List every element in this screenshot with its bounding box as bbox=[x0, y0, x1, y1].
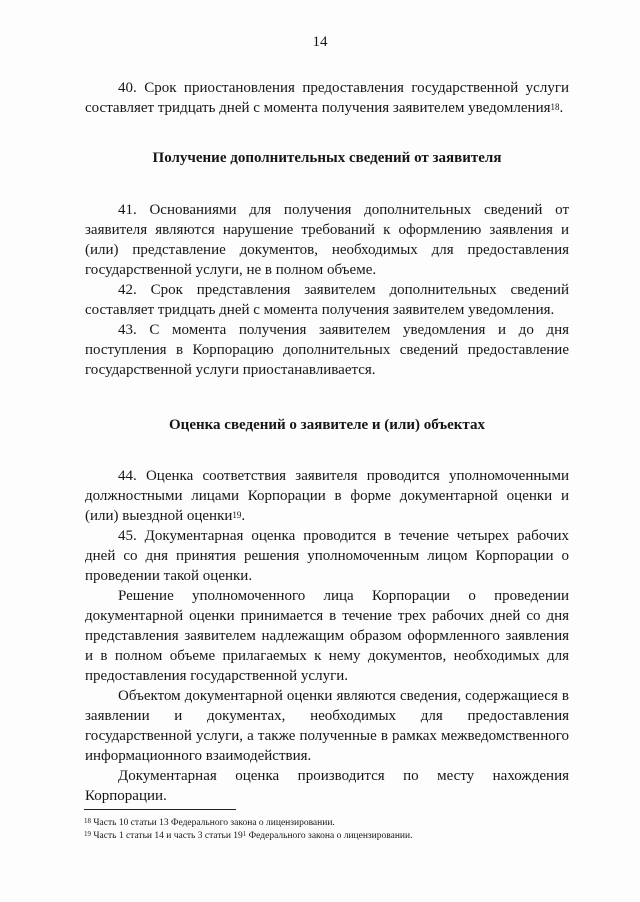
paragraph-40 bbox=[85, 78, 569, 118]
footnote-18 bbox=[84, 817, 564, 830]
paragraph-44-tail: . bbox=[241, 508, 246, 524]
paragraph-decision: Решение уполномоченного лица Корпорации о проведении документарной оценки принимается в течение трех рабочих дней со дня представления заявителем надлежащим образом оформленного заявления и в полном объеме прилагаемых к нему документов, необходимых для предоставления государственной услуги. bbox=[85, 588, 569, 684]
footnote-18-text: Часть 10 статьи 13 Федерального закона о лицензировании. bbox=[91, 818, 335, 828]
paragraph-43: 43. С момента получения заявителем уведомления и до дня поступления в Корпорацию дополнительных сведений предоставление государственной услуги приостанавливается. bbox=[85, 322, 569, 378]
paragraph-41: 41. Основаниями для получения дополнительных сведений от заявителя являются нарушение требований к оформлению заявления и (или) представление документов, необходимых для предоставления государственной услуги, не в полном объеме. bbox=[85, 202, 569, 278]
section-heading-additional-info: Получение дополнительных сведений от заявителя bbox=[152, 150, 502, 166]
paragraph-place: Документарная оценка производится по месту нахождения Корпорации. bbox=[85, 768, 569, 804]
paragraph-object: Объектом документарной оценки являются сведения, содержащиеся в заявлении и документах, необходимых для предоставления государственной услуги, а также полученные в рамках межведомственного информационного взаимодействия. bbox=[85, 688, 569, 764]
paragraph-40-tail: . bbox=[559, 100, 564, 116]
section-heading-applicant-assessment: Оценка сведений о заявителе и (или) объектах bbox=[169, 417, 485, 433]
footnote-ref-18[interactable]: 18 bbox=[550, 102, 560, 112]
footnote-19-text-b: Федерального закона о лицензировании. bbox=[246, 831, 413, 841]
footnote-19-text-a: Часть 1 статьи 14 и часть 3 статьи 19 bbox=[91, 831, 243, 841]
paragraph-45: 45. Документарная оценка проводится в течение четырех рабочих дней со дня принятия решения уполномоченным лицом Корпорации о проведении такой оценки. bbox=[85, 528, 569, 584]
footnote-ref-19[interactable]: 19 bbox=[232, 510, 242, 520]
paragraph-44 bbox=[85, 466, 569, 526]
paragraph-40-text: 40. Срок приостановления предоставления государственной услуги составляет тридцать дней с момента получения заявителем уведомления bbox=[85, 80, 569, 116]
footnotes bbox=[84, 817, 564, 843]
paragraph-44-text: 44. Оценка соответствия заявителя проводится уполномоченными должностными лицами Корпорации в форме документарной оценки и (или) выездной оценки bbox=[85, 468, 569, 524]
footnote-19-number: 19 bbox=[84, 830, 91, 838]
footnote-19-article-sup: 1 bbox=[242, 830, 247, 838]
paragraph-42: 42. Срок представления заявителем дополнительных сведений составляет тридцать дней с момента получения заявителем уведомления. bbox=[85, 282, 569, 318]
page-number: 14 bbox=[312, 34, 328, 50]
document-body bbox=[85, 78, 569, 806]
footnote-18-number: 18 bbox=[84, 817, 91, 825]
footnote-separator bbox=[84, 809, 236, 810]
footnote-19 bbox=[84, 830, 564, 843]
